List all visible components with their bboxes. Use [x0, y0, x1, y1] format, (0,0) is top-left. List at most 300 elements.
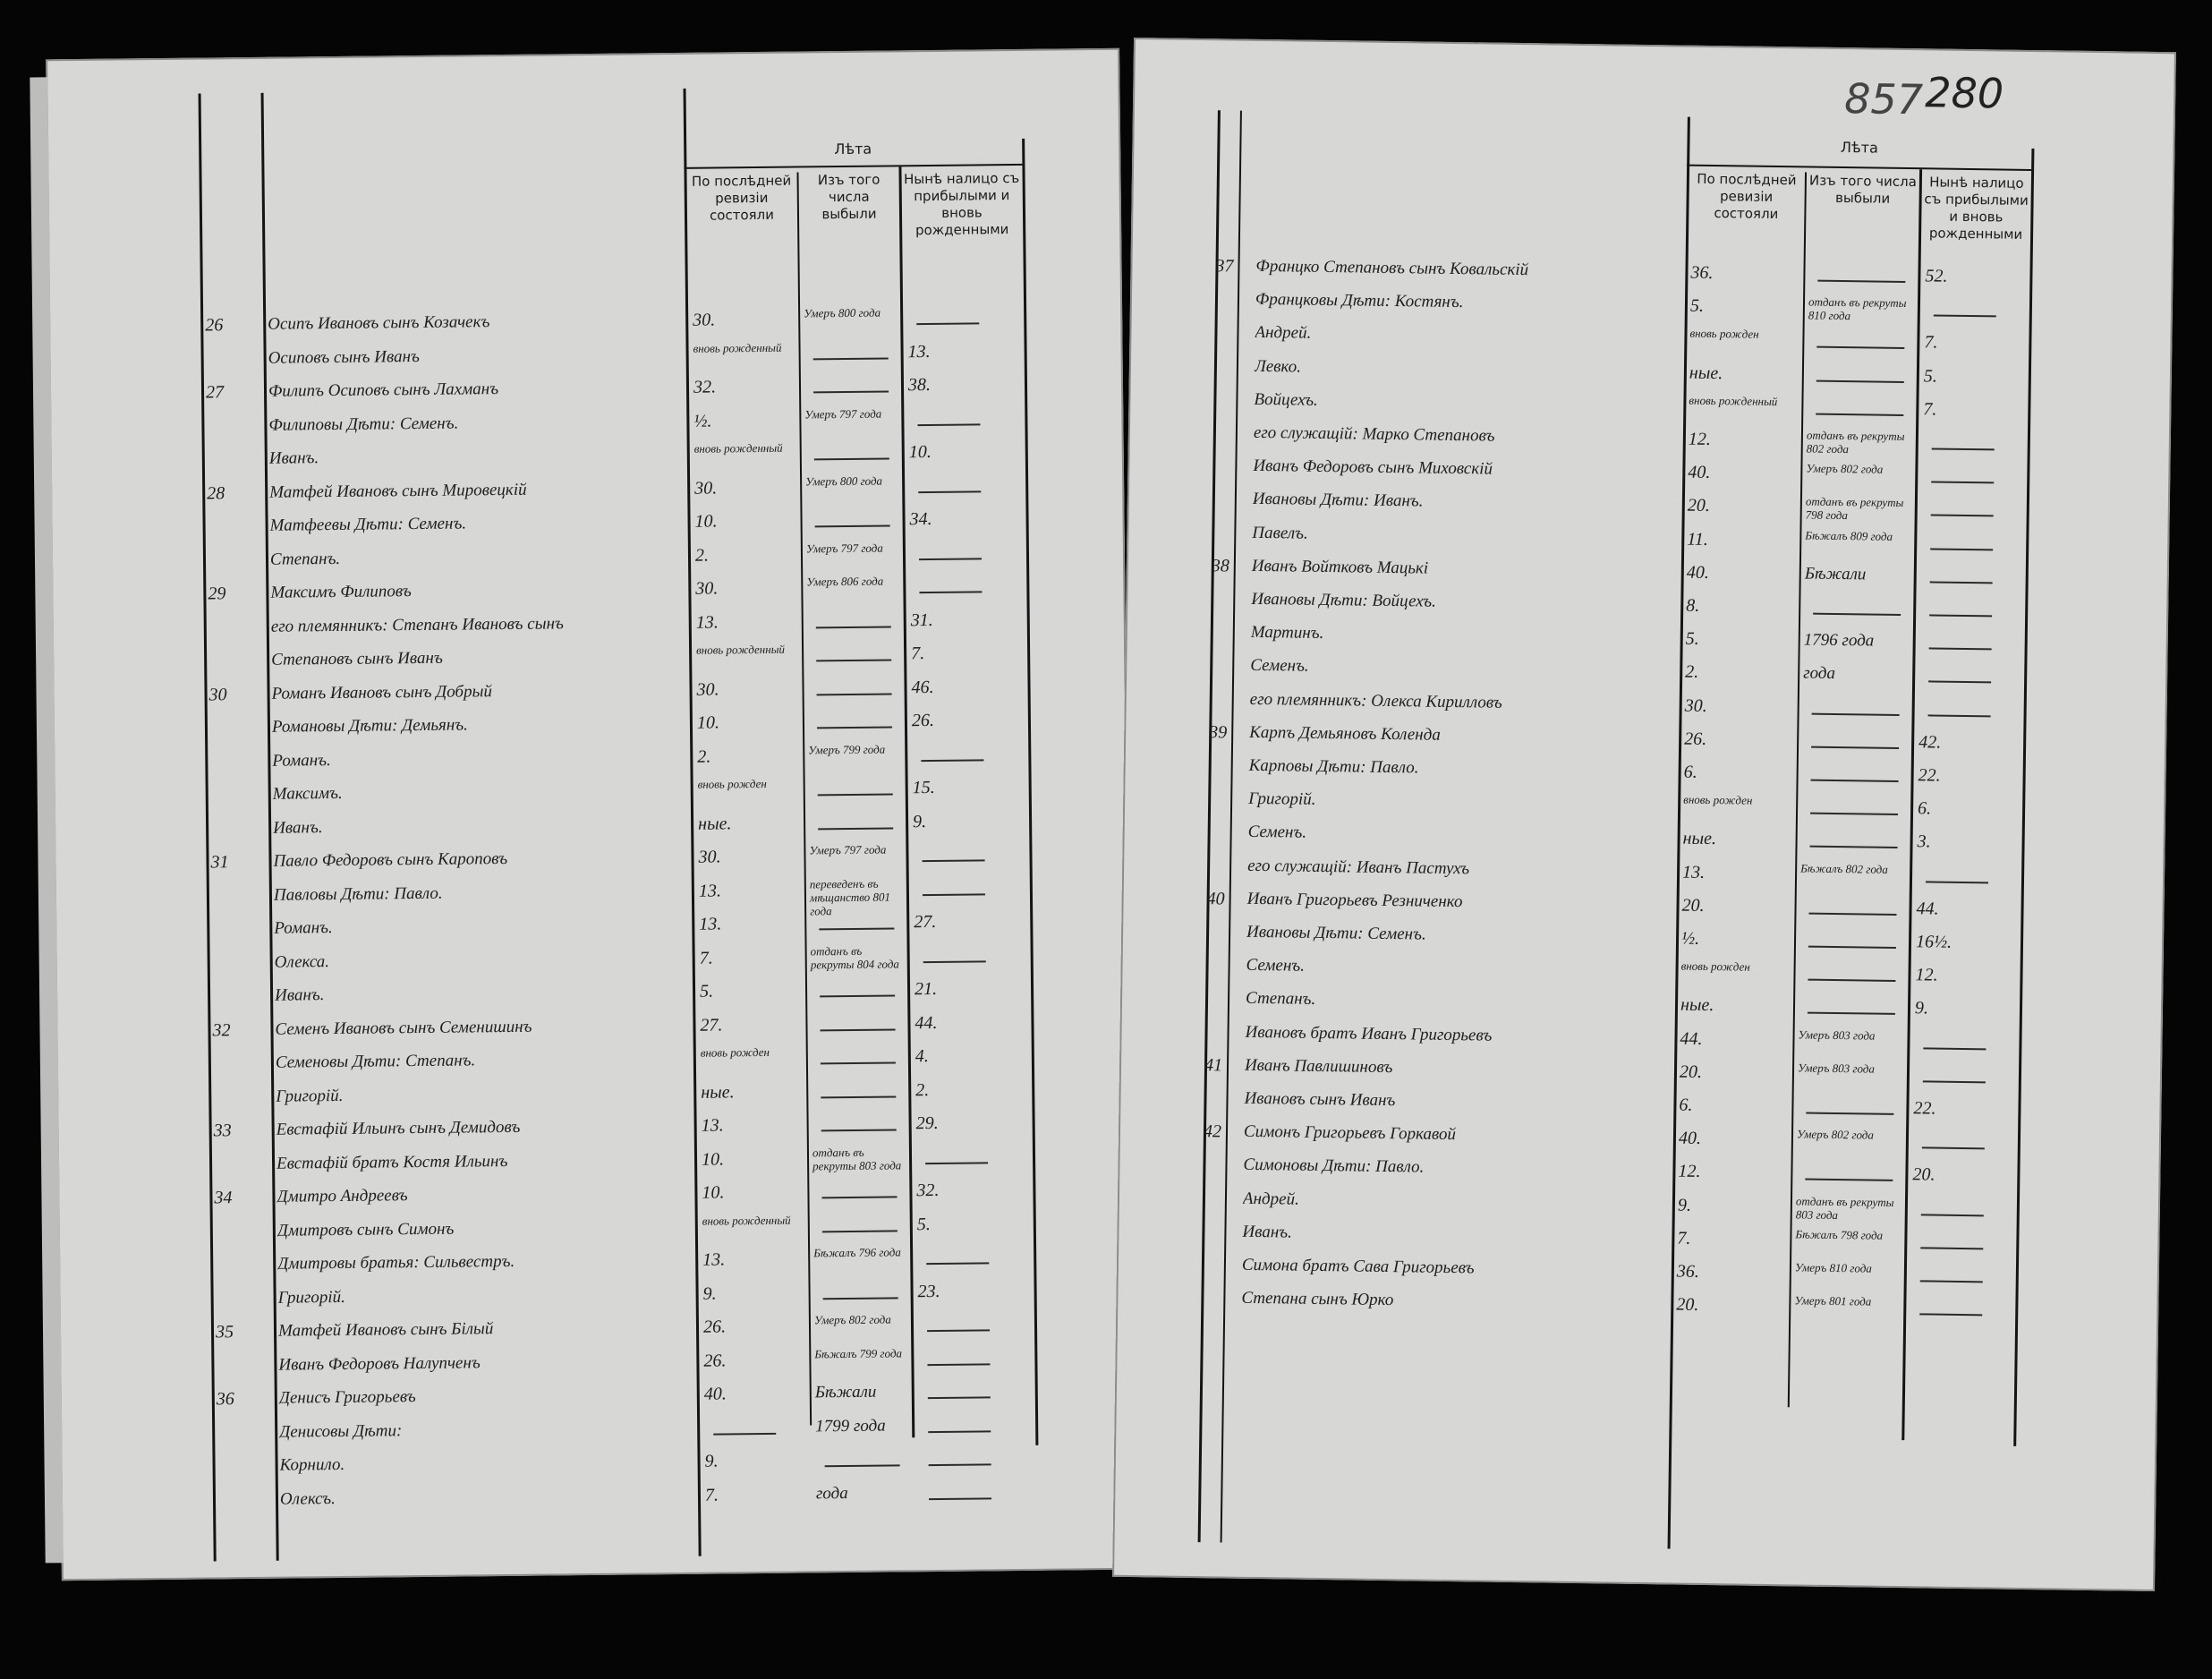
register-row: [59, 1343, 1133, 1384]
entry-name: Павло Федоровъ сынъ Кароповъ: [273, 848, 508, 871]
present-value: 7.: [911, 643, 925, 664]
present-value: 6.: [1917, 798, 1932, 819]
present-value: 42.: [1918, 732, 1942, 753]
entry-name: Дмитро Андреевъ: [276, 1186, 408, 1206]
entry-name: Олексъ.: [279, 1488, 336, 1509]
entry-number: 26: [205, 315, 224, 336]
prior-census-value: 10.: [702, 1182, 725, 1203]
entry-name: Степанъ.: [1245, 989, 1316, 1010]
empty-cell-dash: [1816, 346, 1904, 349]
empty-cell-dash: [1808, 946, 1896, 949]
empty-cell-dash: [1810, 846, 1898, 848]
entry-name: Корнило.: [279, 1454, 345, 1475]
entry-number: 32: [212, 1019, 231, 1040]
empty-cell-dash: [1930, 581, 1993, 584]
prior-census-value: 26.: [702, 1317, 727, 1337]
prior-census-value: 10.: [701, 1148, 725, 1170]
prior-census-value: 9.: [1677, 1195, 1692, 1215]
register-row: [59, 1310, 1133, 1351]
entry-name: Иванъ.: [268, 448, 319, 468]
empty-cell-dash: [816, 659, 891, 661]
departed-note: Умеръ 803 года: [1797, 1061, 1876, 1076]
empty-cell-dash: [823, 1297, 898, 1300]
entry-name: Симоновы Дѣти: Павло.: [1243, 1155, 1425, 1177]
empty-cell-dash: [925, 1162, 988, 1164]
present-value: 12.: [1915, 965, 1938, 985]
entry-name: Павелъ.: [1252, 523, 1308, 543]
entry-name: Мартинъ.: [1250, 623, 1324, 643]
register-row: [61, 1478, 1135, 1518]
departed-note: отданъ въ рекруты 803 года: [812, 1145, 902, 1172]
right-page: [1112, 38, 2176, 1591]
present-value: 22.: [1918, 765, 1941, 786]
present-value: 13.: [907, 341, 931, 362]
prior-census-value: 5.: [699, 981, 714, 1001]
register-row: [55, 874, 1128, 917]
entry-name: Романъ.: [272, 750, 331, 771]
empty-cell-dash: [928, 1430, 991, 1433]
register-row: [55, 1008, 1129, 1048]
empty-cell-dash: [821, 1095, 896, 1098]
entry-name: Францко Степановъ сынъ Ковальскій: [1255, 256, 1529, 280]
prior-census-value: 13.: [698, 880, 722, 901]
empty-cell-dash: [821, 1129, 897, 1131]
prior-census-value: 5.: [1689, 295, 1705, 317]
header-col-present-right: Нынѣ налицо съ прибылыми и вновь рожденными: [1924, 174, 2029, 243]
departed-note: 1796 года: [1803, 630, 1875, 651]
prior-census-value: вновь рожден: [697, 776, 767, 791]
register-row: [56, 1075, 1130, 1115]
register-row: [49, 371, 1123, 411]
prior-census-value: 10.: [696, 712, 720, 733]
departed-note: переведенъ въ мѣщанство 801 года: [809, 876, 890, 917]
empty-cell-dash: [929, 1463, 991, 1466]
empty-cell-dash: [1932, 447, 1995, 450]
prior-census-value: 13.: [695, 611, 719, 633]
register-row: [60, 1411, 1134, 1451]
prior-census-value: 13.: [701, 1115, 724, 1136]
folio-pencil: 857: [1843, 74, 1924, 124]
header-col-prior-census: По послѣдней ревизіи состояли: [691, 172, 792, 224]
empty-cell-dash: [713, 1432, 776, 1435]
empty-cell-dash: [821, 1061, 896, 1064]
register-row: [52, 605, 1126, 645]
departed-note: Умеръ 803 года: [1798, 1027, 1876, 1043]
entry-number: 40: [1206, 888, 1225, 909]
entry-name: Семенъ Ивановъ сынъ Семенишинъ: [275, 1017, 532, 1039]
empty-cell-dash: [1921, 1214, 1984, 1216]
register-row: [60, 1377, 1134, 1418]
entry-name: Осипъ Ивановъ сынъ Козачекъ: [268, 312, 490, 334]
register-row: [50, 438, 1124, 478]
entry-name: Филиповы Дѣти: Семенъ.: [268, 413, 459, 435]
entry-name: Иванъ Войтковъ Мацькі: [1251, 556, 1429, 578]
entry-name: Денисъ Григорьевъ: [278, 1387, 416, 1408]
empty-cell-dash: [1806, 1112, 1893, 1115]
register-row: [55, 941, 1129, 981]
register-row: [51, 572, 1125, 612]
present-value: 34.: [909, 508, 932, 530]
header-col-departed-right: Изъ того числа выбыли: [1808, 172, 1917, 207]
prior-census-value: 7.: [699, 948, 713, 968]
entry-name: Олекса.: [274, 951, 330, 972]
prior-census-value: 13.: [1681, 862, 1706, 882]
entry-number: 30: [208, 684, 227, 704]
entry-name: Ивановъ сынъ Иванъ: [1244, 1088, 1396, 1111]
departed-note: Бѣжалъ 799 года: [814, 1345, 903, 1360]
prior-census-value: 7.: [704, 1485, 719, 1505]
prior-census-value: 30.: [694, 478, 718, 499]
prior-census-value: ные.: [701, 1081, 735, 1103]
empty-cell-dash: [821, 1028, 896, 1031]
entry-name: Карпъ Демьяновъ Коленда: [1249, 722, 1441, 745]
prior-census-value: 20.: [1687, 496, 1710, 516]
empty-cell-dash: [1810, 813, 1898, 815]
departed-note: Бѣжалъ 798 года: [1795, 1227, 1884, 1242]
empty-cell-dash: [1920, 1247, 1983, 1249]
entry-name: Иванъ Федоровъ сынъ Миховскій: [1253, 456, 1493, 479]
entry-number: 37: [1215, 256, 1234, 277]
header-col-prior-census-right: По послѣдней ревизіи состояли: [1697, 170, 1797, 223]
empty-cell-dash: [921, 759, 983, 762]
empty-cell-dash: [929, 1497, 991, 1500]
empty-cell-dash: [923, 859, 985, 862]
entry-number: 31: [210, 852, 229, 873]
empty-cell-dash: [1805, 1179, 1893, 1181]
entry-name: его служащій: Марко Степановъ: [1253, 422, 1495, 446]
prior-census-value: 32.: [693, 377, 717, 397]
header-rule: [1687, 165, 2031, 171]
header-leta-right: Лѣта: [1840, 138, 1879, 157]
empty-cell-dash: [1920, 1280, 1983, 1283]
register-row: [57, 1109, 1131, 1149]
prior-census-value: 40.: [1678, 1128, 1702, 1149]
entry-name: Максимъ Филиповъ: [270, 582, 412, 602]
entry-name: Осиповъ сынъ Иванъ: [268, 346, 420, 368]
departed-note: года: [815, 1483, 848, 1503]
entry-name: Романъ.: [274, 918, 333, 938]
empty-cell-dash: [1929, 648, 1992, 651]
empty-cell-dash: [1931, 515, 1994, 517]
entry-name: Иванъ Григорьевъ Резниченко: [1246, 889, 1463, 911]
empty-cell-dash: [1812, 712, 1900, 715]
empty-cell-dash: [923, 893, 985, 896]
present-value: 22.: [1913, 1098, 1936, 1119]
entry-name: его служащій: Иванъ Пастухъ: [1247, 856, 1470, 878]
empty-cell-dash: [926, 1262, 989, 1265]
prior-census-value: 36.: [1690, 262, 1714, 284]
empty-cell-dash: [822, 1230, 898, 1232]
departed-note: года: [1803, 663, 1836, 684]
entry-name: его племянникъ: Степанъ Ивановъ сынъ: [270, 613, 564, 636]
prior-census-value: 40.: [1688, 462, 1711, 483]
departed-note: Бѣжали: [1804, 564, 1867, 584]
empty-cell-dash: [1934, 315, 1996, 318]
entry-name: Денисовы Дѣти:: [279, 1420, 403, 1442]
empty-cell-dash: [1817, 280, 1905, 283]
entry-name: Григорій.: [1248, 789, 1316, 810]
departed-note: Умеръ 800 года: [804, 305, 881, 320]
present-value: 5.: [916, 1214, 931, 1234]
empty-cell-dash: [1923, 1080, 1986, 1083]
departed-note: отданъ въ рекруты 803 года: [1795, 1194, 1894, 1222]
prior-census-value: 44.: [1680, 1028, 1703, 1049]
departed-note: Умеръ 810 года: [1794, 1260, 1872, 1275]
present-value: 52.: [1925, 266, 1948, 286]
register-row: [54, 840, 1127, 881]
present-value: 7.: [1924, 332, 1938, 353]
empty-cell-dash: [917, 423, 980, 426]
entry-name: Романовы Дѣти: Демьянъ.: [271, 715, 468, 737]
entry-name: Матфей Ивановъ сынъ Білый: [277, 1319, 494, 1341]
prior-census-value: 10.: [694, 511, 718, 532]
departed-note: Умеръ 797 года: [805, 541, 883, 555]
entry-name: Левко.: [1254, 356, 1302, 377]
prior-census-value: 40.: [1686, 562, 1709, 583]
register-row: [57, 1176, 1131, 1216]
entry-name: Евстафій братъ Костя Ильинъ: [276, 1151, 508, 1173]
present-value: 20.: [1912, 1164, 1936, 1185]
departed-note: Бѣжалъ 809 года: [1805, 528, 1893, 543]
register-row: [59, 1276, 1133, 1317]
empty-cell-dash: [815, 524, 890, 527]
prior-census-value: 5.: [1685, 628, 1699, 650]
departed-note: 1799 года: [815, 1416, 886, 1436]
entry-name: Андрей.: [1242, 1189, 1299, 1209]
register-row: [48, 303, 1122, 344]
entry-name: Ивановъ братъ Иванъ Григорьевъ: [1245, 1022, 1493, 1045]
register-row: [56, 1042, 1130, 1082]
empty-cell-dash: [1808, 912, 1896, 915]
entry-number: 38: [1211, 556, 1229, 576]
empty-cell-dash: [813, 357, 889, 360]
entry-name: Симонъ Григорьевъ Горкавой: [1243, 1121, 1457, 1145]
empty-cell-dash: [1816, 413, 1903, 415]
prior-census-value: вновь рожденный: [693, 340, 782, 355]
departed-note: отданъ въ рекруты 802 года: [1806, 428, 1905, 456]
present-value: 44.: [915, 1012, 938, 1033]
prior-census-value: 30.: [1684, 695, 1707, 716]
entry-number: 27: [205, 382, 225, 403]
entry-name: Дмитровы братья: Сильвестръ.: [277, 1251, 515, 1274]
departed-note: Бѣжалъ 796 года: [813, 1245, 901, 1260]
departed-note: Умеръ 802 года: [1806, 461, 1884, 476]
entry-name: Филипъ Осиповъ сынъ Лахманъ: [268, 379, 499, 401]
entry-name: Карповы Дѣти: Павло.: [1248, 755, 1419, 778]
prior-census-value: ные.: [697, 813, 732, 834]
prior-census-value: 26.: [1684, 729, 1707, 749]
prior-census-value: 30.: [696, 678, 719, 700]
entry-name: Григорій.: [277, 1287, 345, 1308]
prior-census-value: 30.: [698, 847, 721, 867]
present-value: 10.: [908, 441, 932, 463]
prior-census-value: ные.: [1682, 828, 1717, 849]
empty-cell-dash: [1923, 1047, 1986, 1050]
prior-census-value: 2.: [697, 746, 711, 767]
prior-census-value: вновь рожден: [1689, 327, 1759, 342]
entry-number: 42: [1203, 1121, 1222, 1142]
present-value: 16½.: [1915, 932, 1953, 952]
header-leta: Лѣта: [834, 140, 872, 158]
prior-census-value: 40.: [703, 1384, 727, 1404]
departed-note: Бѣжалъ 802 года: [1800, 861, 1888, 876]
departed-note: Умеръ 801 года: [1794, 1293, 1872, 1308]
prior-census-value: 20.: [1679, 1061, 1703, 1082]
present-value: 2.: [915, 1079, 930, 1100]
empty-cell-dash: [916, 322, 979, 325]
entry-name: Семеновы Дѣти: Степанъ.: [275, 1051, 476, 1072]
departed-note: отданъ въ рекруты 810 года: [1808, 294, 1907, 323]
entry-name: Степана сынъ Юрко: [1241, 1288, 1394, 1310]
empty-cell-dash: [928, 1396, 991, 1399]
register-row: [50, 505, 1124, 545]
present-value: 31.: [910, 609, 933, 630]
left-page: [46, 48, 1136, 1581]
present-value: 32.: [916, 1180, 940, 1201]
prior-census-value: 9.: [702, 1283, 717, 1304]
prior-census-value: вновь рожден: [700, 1044, 770, 1060]
header-rule: [684, 164, 1022, 169]
register-row: [50, 471, 1124, 511]
departed-note: Умеръ 802 года: [813, 1312, 891, 1327]
present-value: 5.: [1923, 365, 1938, 387]
entry-name: Дмитровъ сынъ Симонъ: [276, 1219, 455, 1240]
entry-name: Андрей.: [1255, 323, 1312, 344]
present-value: 38.: [907, 374, 932, 396]
entry-name: Матфей Ивановъ сынъ Мировецкій: [269, 480, 527, 502]
register-row: [53, 706, 1127, 746]
entry-name: Ивановы Дѣти: Войцехъ.: [1251, 589, 1436, 611]
departed-note: Умеръ 800 года: [805, 473, 883, 488]
entry-number: 28: [207, 482, 225, 503]
prior-census-value: 13.: [702, 1249, 726, 1270]
prior-census-value: 27.: [700, 1014, 723, 1036]
empty-cell-dash: [814, 457, 889, 460]
entry-name: Иванъ.: [274, 985, 325, 1005]
prior-census-value: 13.: [699, 914, 722, 934]
empty-cell-dash: [821, 1196, 897, 1198]
present-value: 26.: [911, 710, 935, 731]
prior-census-value: 6.: [1679, 1095, 1693, 1115]
departed-note: отданъ въ рекруты 798 года: [1805, 494, 1904, 523]
entry-name: Иванъ.: [1242, 1222, 1292, 1242]
empty-cell-dash: [919, 558, 982, 560]
empty-cell-dash: [818, 827, 893, 830]
register-row: [54, 806, 1127, 847]
prior-census-value: 6.: [1683, 762, 1697, 782]
entry-name: Иванъ Павлишиновъ: [1244, 1055, 1393, 1077]
present-value: 21.: [914, 978, 938, 1000]
entry-name: Степановъ сынъ Иванъ: [271, 648, 443, 669]
prior-census-value: 12.: [1688, 429, 1712, 449]
empty-cell-dash: [1811, 780, 1899, 782]
register-row: [58, 1243, 1132, 1283]
departed-note: Умеръ 802 года: [1796, 1127, 1875, 1142]
prior-census-value: 2.: [694, 545, 710, 566]
prior-census-value: ные.: [1680, 994, 1714, 1016]
entry-name: Матфеевы Дѣти: Семенъ.: [269, 514, 467, 535]
prior-census-value: вновь рожденный: [1689, 393, 1778, 408]
register-row: [53, 739, 1127, 780]
empty-cell-dash: [927, 1329, 990, 1332]
empty-cell-dash: [1816, 379, 1904, 382]
empty-cell-dash: [919, 591, 982, 593]
entry-name: Иванъ.: [273, 817, 323, 838]
present-value: 29.: [915, 1112, 939, 1134]
prior-census-value: 30.: [693, 310, 716, 330]
departed-note: Умеръ 799 года: [808, 742, 886, 756]
entry-number: 36: [216, 1389, 234, 1410]
empty-cell-dash: [1922, 1147, 1985, 1150]
departed-note: Умеръ 806 года: [806, 574, 884, 589]
empty-cell-dash: [813, 390, 889, 393]
empty-cell-dash: [923, 960, 986, 963]
entry-name: Симона братъ Сава Григорьевъ: [1241, 1255, 1475, 1278]
empty-cell-dash: [1808, 979, 1895, 982]
prior-census-value: 2.: [1685, 662, 1699, 683]
departed-note: Бѣжали: [814, 1382, 877, 1402]
prior-census-value: 36.: [1676, 1261, 1700, 1282]
prior-census-value: 7.: [1677, 1228, 1691, 1249]
prior-census-value: 20.: [1681, 895, 1705, 916]
register-row: [57, 1142, 1131, 1182]
present-value: 15.: [912, 777, 935, 798]
register-row: [55, 908, 1128, 948]
prior-census-value: вновь рожденный: [693, 440, 783, 456]
empty-cell-dash: [817, 693, 892, 695]
prior-census-value: ½.: [1680, 928, 1700, 949]
empty-cell-dash: [1931, 482, 1994, 484]
entry-name: Евстафій Ильинъ сынъ Демидовъ: [276, 1117, 521, 1139]
prior-census-value: 30.: [695, 578, 719, 599]
entry-name: Семенъ.: [1250, 656, 1309, 677]
entry-name: Степанъ.: [269, 549, 341, 569]
register-row: [49, 404, 1123, 444]
prior-census-value: вновь рожден: [1683, 792, 1753, 807]
entry-name: его племянникъ: Олекса Кирилловъ: [1249, 689, 1502, 712]
empty-cell-dash: [825, 1464, 900, 1467]
empty-cell-dash: [1928, 714, 1991, 717]
present-value: 9.: [912, 811, 927, 831]
entry-number: 39: [1209, 721, 1228, 743]
entry-number: 29: [208, 584, 226, 604]
register-row: [49, 337, 1123, 377]
header-col-present: Нынѣ налицо съ прибылыми и вновь рожденными: [903, 169, 1020, 239]
prior-census-value: ные.: [1689, 362, 1723, 383]
present-value: 9.: [1914, 998, 1929, 1018]
present-value: 46.: [911, 677, 934, 697]
register-row: [55, 975, 1129, 1015]
entry-name: Францковы Дѣти: Костянъ.: [1255, 290, 1464, 312]
register-row: [52, 672, 1126, 712]
empty-cell-dash: [1928, 681, 1991, 684]
empty-cell-dash: [818, 793, 893, 796]
prior-census-value: 26.: [703, 1350, 727, 1371]
empty-cell-dash: [918, 490, 981, 493]
empty-cell-dash: [819, 927, 894, 930]
departed-note: Умеръ 797 года: [809, 842, 887, 857]
departed-note: Умеръ 797 года: [804, 406, 882, 421]
empty-cell-dash: [1813, 613, 1901, 616]
present-value: 3.: [1917, 831, 1931, 852]
empty-cell-dash: [1929, 614, 1992, 617]
empty-cell-dash: [816, 626, 891, 628]
entry-number: 33: [213, 1121, 232, 1141]
prior-census-value: вновь рожден: [1680, 959, 1750, 974]
entry-number: 35: [215, 1322, 234, 1342]
present-value: 44.: [1916, 899, 1939, 919]
header-col-departed: Изъ того числа выбыли: [817, 171, 881, 223]
